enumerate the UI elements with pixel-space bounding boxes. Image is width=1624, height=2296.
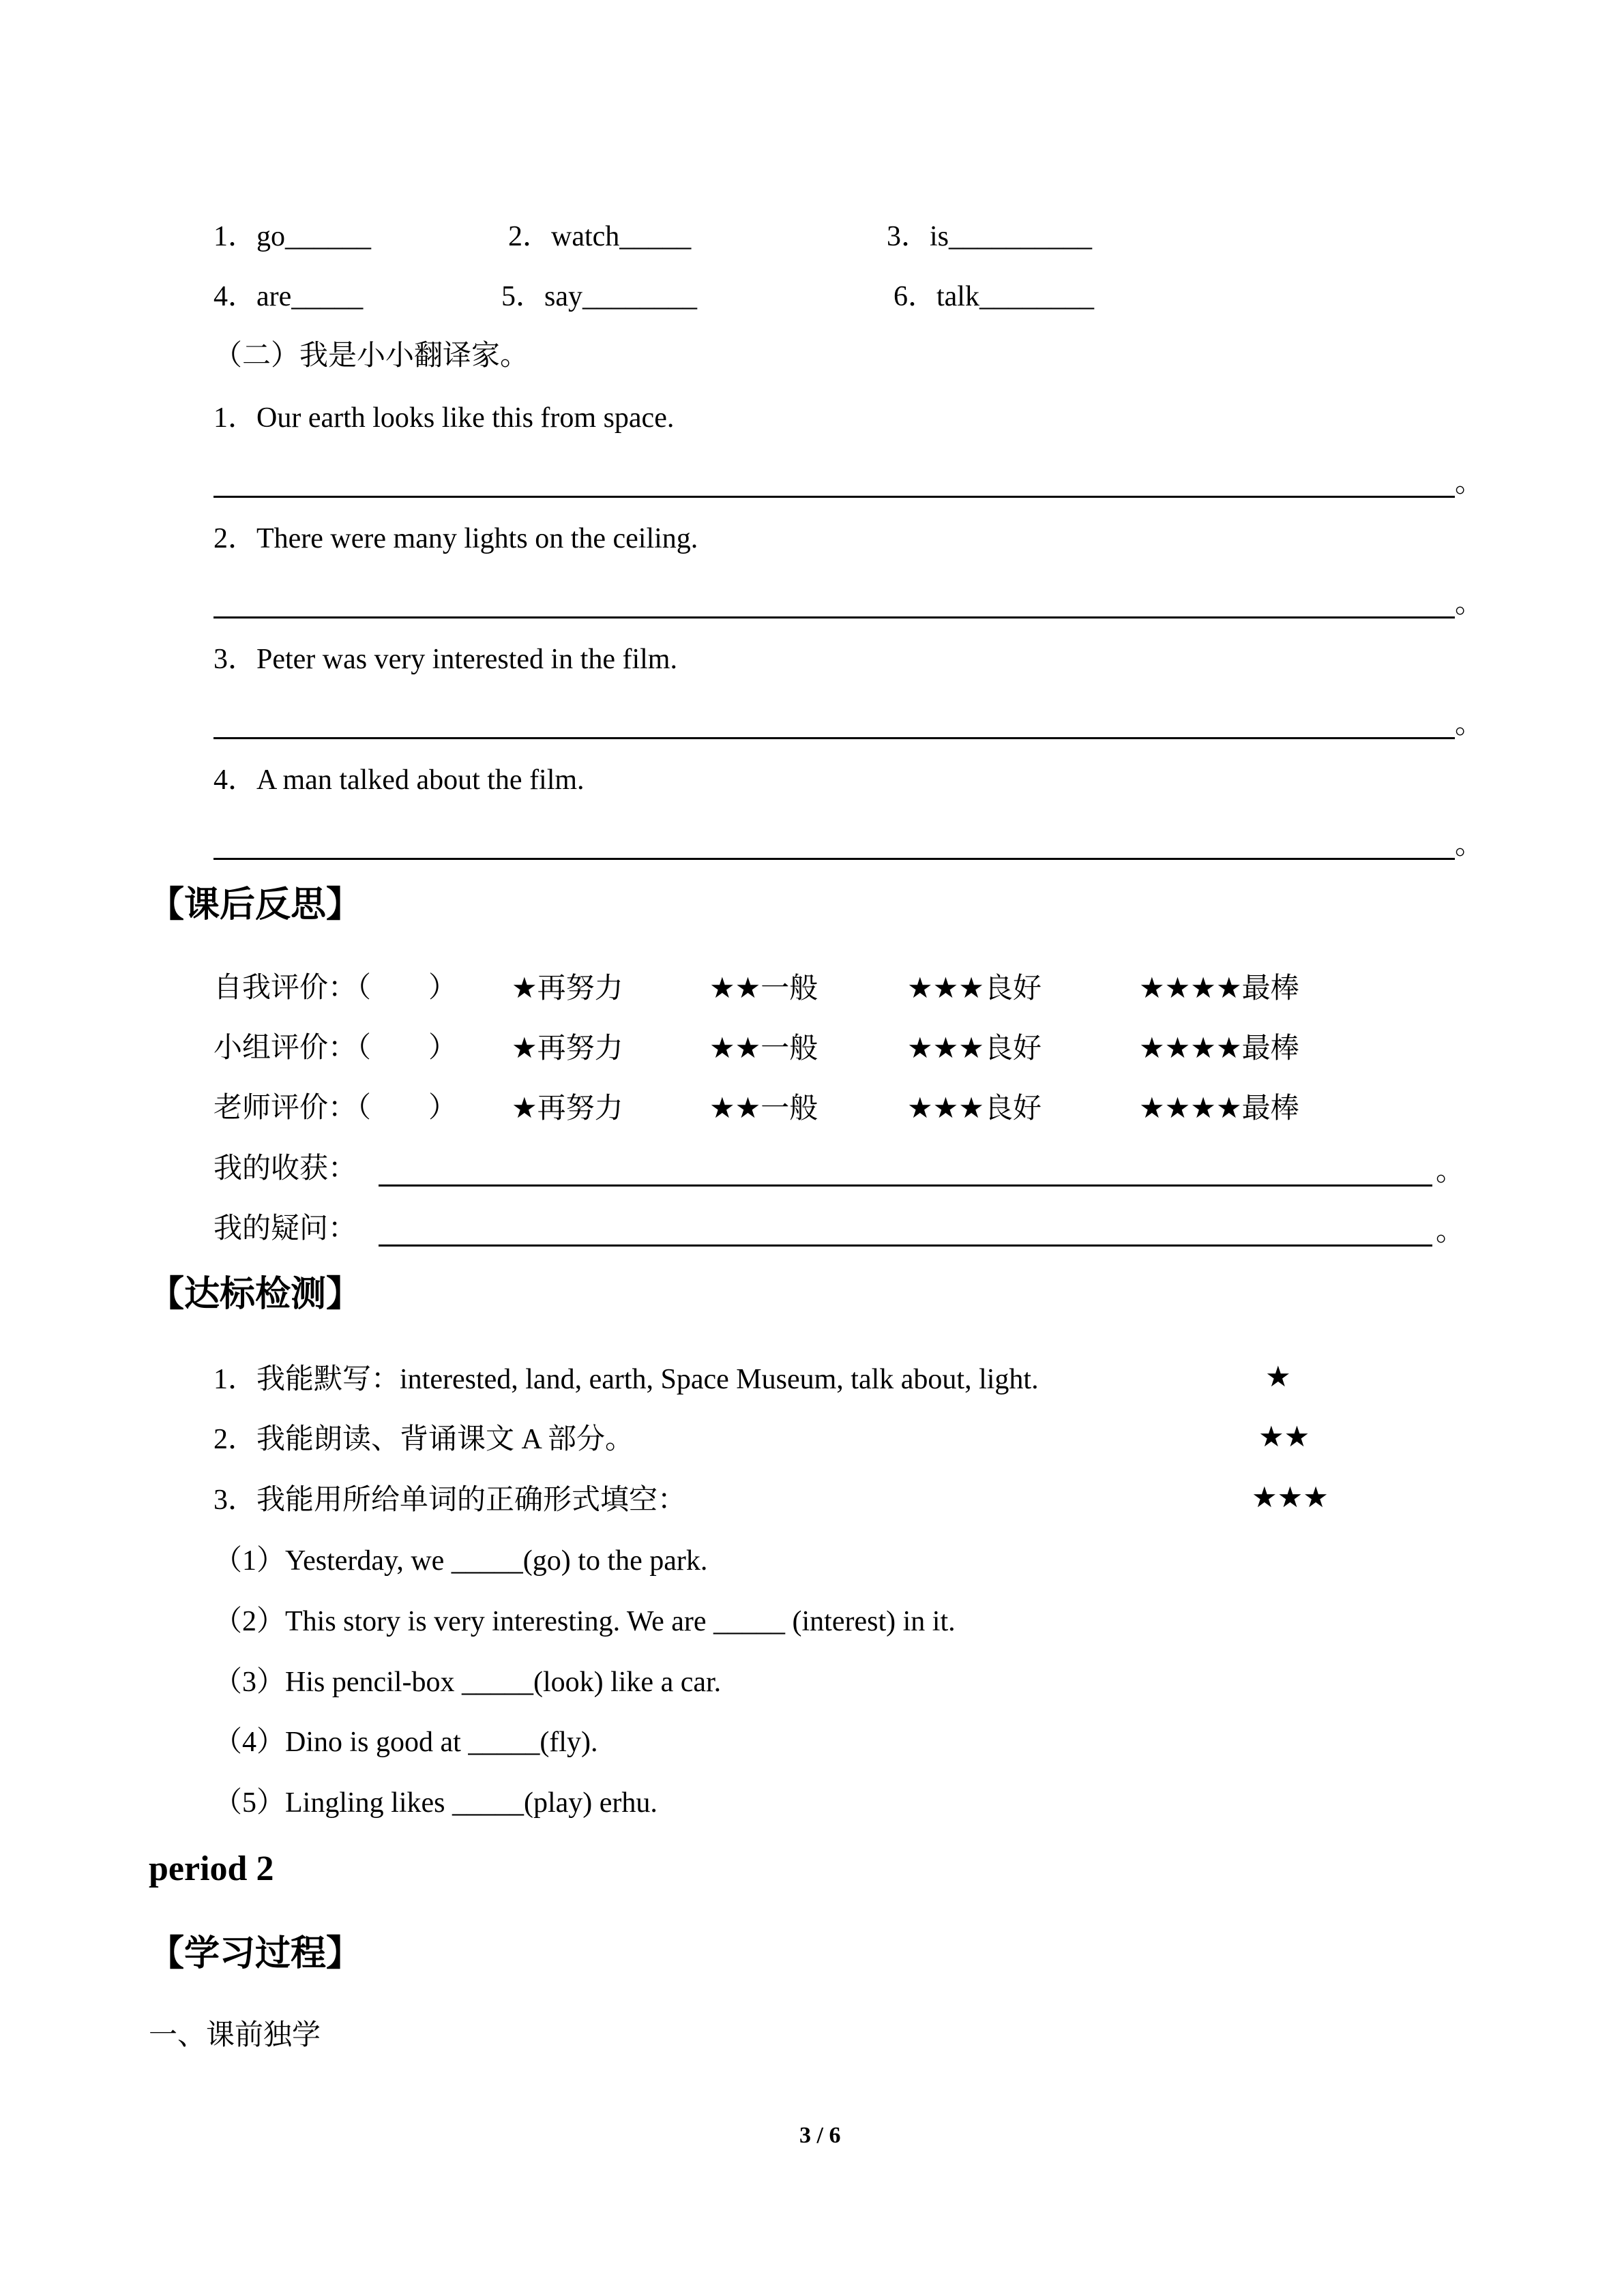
end-mark: 。 [1436, 1156, 1465, 1187]
end-mark: 。 [1455, 588, 1484, 619]
pre-study-heading: 一、课前独学 [149, 2020, 321, 2051]
translate-item-2: 2．There were many lights on the ceiling. [213, 523, 698, 554]
rating-option-3: ★★★良好 [907, 971, 1042, 1004]
check-item-3: 3．我能用所给单词的正确形式填空： [213, 1485, 687, 1516]
answer-line-3[interactable] [213, 737, 1455, 739]
fill-item-3: （3）His pencil-box _____(look) like a car. [213, 1667, 722, 1698]
word-form-2: 2．watch_____ [508, 221, 692, 252]
rating-option-1: ★再努力 [512, 1091, 623, 1124]
rating-option-3: ★★★良好 [907, 1091, 1042, 1124]
gain-label: 我的收获： [213, 1153, 357, 1184]
reflection-heading: 【课后反思】 [149, 886, 362, 925]
gain-answer-line[interactable] [379, 1184, 1432, 1187]
check-item-1-stars: ★ [1265, 1360, 1291, 1393]
word-form-3: 3．is__________ [887, 221, 1093, 252]
process-heading: 【学习过程】 [149, 1935, 362, 1973]
check-item-2-stars: ★★ [1258, 1420, 1310, 1453]
check-item-3-stars: ★★★ [1252, 1480, 1329, 1514]
rating-option-2: ★★一般 [709, 1091, 818, 1124]
rating-label-group: 小组评价：（ ） [213, 1032, 458, 1064]
word-form-1: 1．go______ [213, 221, 372, 252]
question-answer-line[interactable] [379, 1244, 1432, 1247]
rating-label-self: 自我评价：（ ） [213, 972, 458, 1004]
translate-title: （二）我是小小翻译家。 [213, 340, 529, 372]
rating-label-teacher: 老师评价：（ ） [213, 1092, 458, 1124]
check-item-2: 2．我能朗读、背诵课文 A 部分。 [213, 1424, 634, 1455]
fill-item-2: （2）This story is very interesting. We are _____ (interest) in it. [213, 1606, 956, 1637]
rating-option-4: ★★★★最棒 [1139, 1031, 1299, 1064]
end-mark: 。 [1455, 467, 1484, 498]
rating-option-1: ★再努力 [512, 971, 623, 1004]
rating-option-2: ★★一般 [709, 971, 818, 1004]
translate-item-3: 3．Peter was very interested in the film. [213, 644, 677, 675]
fill-item-1: （1）Yesterday, we _____(go) to the park. [213, 1545, 708, 1577]
answer-line-1[interactable] [213, 496, 1455, 498]
word-form-6: 6．talk________ [894, 281, 1094, 312]
rating-option-4: ★★★★最棒 [1139, 1091, 1299, 1124]
answer-line-2[interactable] [213, 616, 1455, 618]
question-label: 我的疑问： [213, 1213, 357, 1244]
answer-line-4[interactable] [213, 858, 1455, 860]
check-item-1: 1．我能默写：interested, land, earth, Space Museum, talk about, light. [213, 1364, 1039, 1395]
end-mark: 。 [1455, 829, 1484, 861]
check-heading: 【达标检测】 [149, 1275, 362, 1314]
translate-item-1: 1．Our earth looks like this from space. [213, 402, 675, 434]
rating-option-3: ★★★良好 [907, 1031, 1042, 1064]
rating-option-4: ★★★★最棒 [1139, 971, 1299, 1004]
period-title: period 2 [149, 1849, 274, 1888]
translate-item-4: 4．A man talked about the film. [213, 764, 585, 796]
rating-option-2: ★★一般 [709, 1031, 818, 1064]
end-mark: 。 [1455, 709, 1484, 740]
fill-item-4: （4）Dino is good at _____(fly). [213, 1727, 598, 1758]
end-mark: 。 [1436, 1216, 1465, 1247]
page-number: 3 / 6 [799, 2123, 841, 2148]
word-form-4: 4．are_____ [213, 281, 364, 312]
fill-item-5: （5）Lingling likes _____(play) erhu. [213, 1787, 658, 1819]
rating-option-1: ★再努力 [512, 1031, 623, 1064]
word-form-5: 5．say________ [501, 281, 697, 312]
